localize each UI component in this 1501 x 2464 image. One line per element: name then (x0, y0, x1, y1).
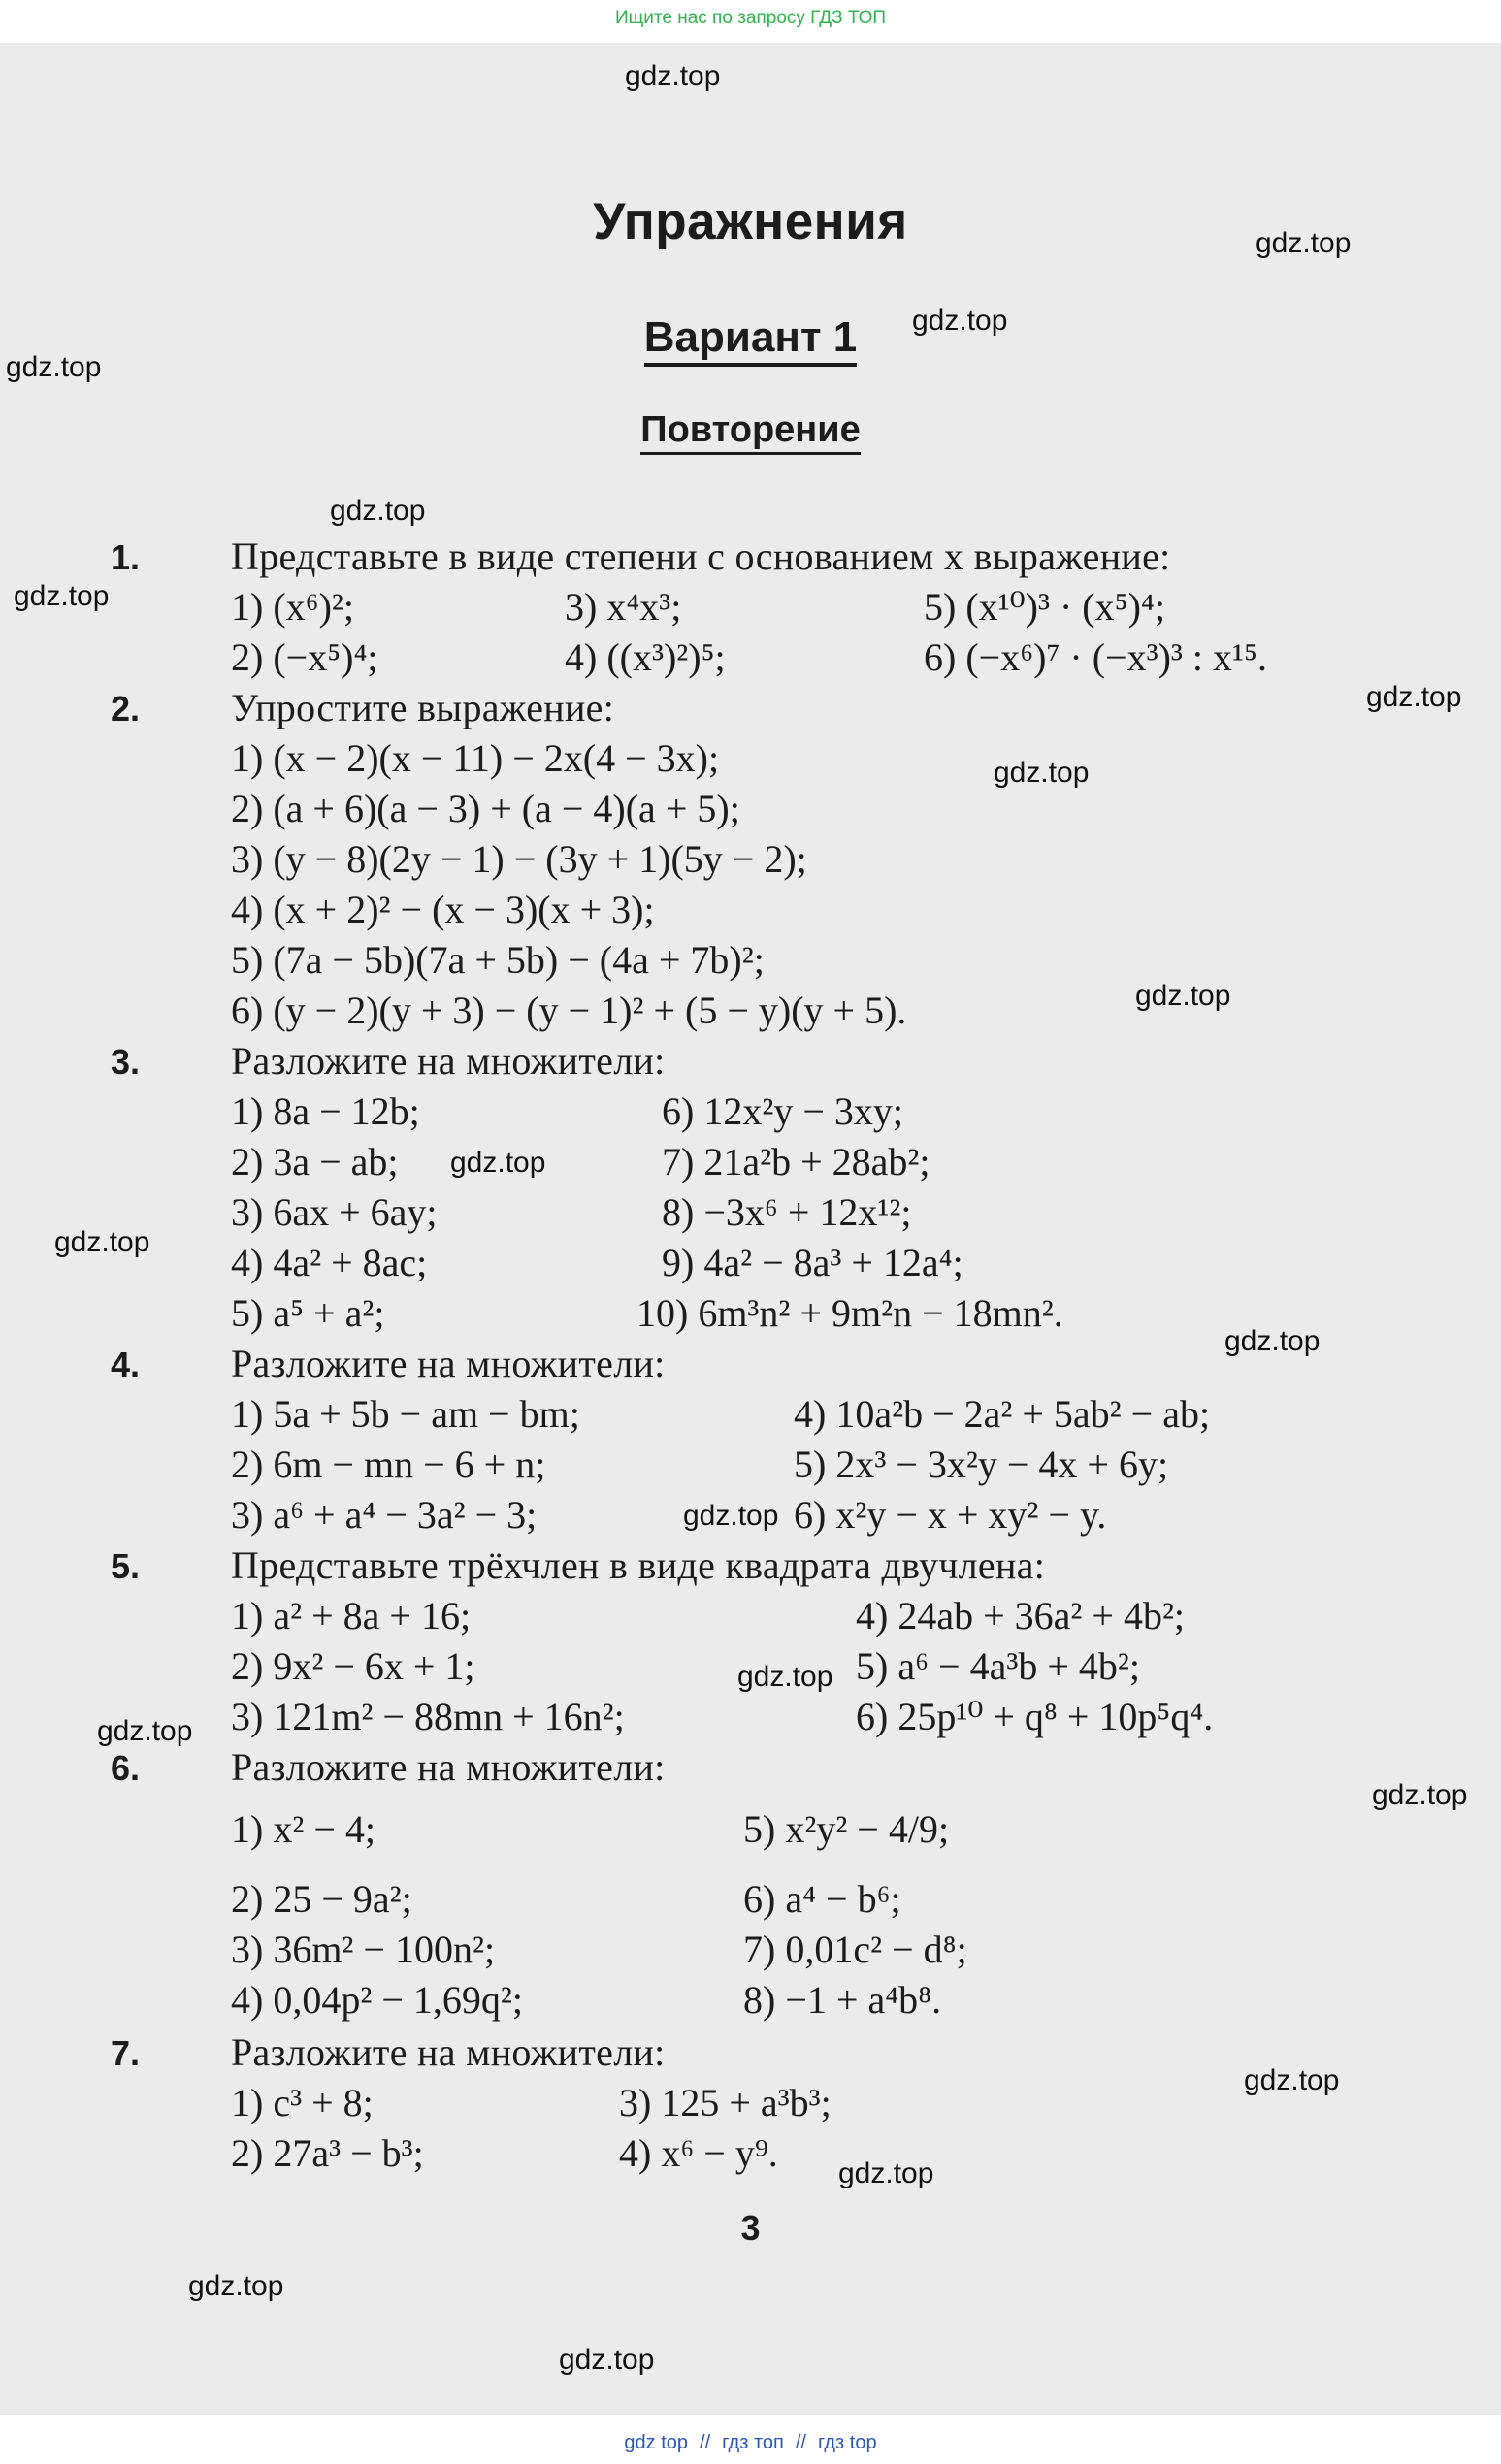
problem-item: 3) x⁴x³; (565, 585, 682, 629)
watermark: gdz.top (97, 1715, 193, 1747)
problem-number: 5. (111, 1546, 141, 1586)
problem-task: Разложите на множители: (231, 2030, 666, 2074)
problem-item: 6) (−x⁶)⁷ · (−x³)³ : x¹⁵. (924, 635, 1267, 679)
problem-item: 6) x²y − x + xy² − y. (794, 1493, 1107, 1537)
bottom-links-bar (0, 2421, 1501, 2464)
watermark: gdz.top (1244, 2064, 1340, 2096)
watermark: gdz.top (1366, 681, 1462, 713)
problem-item: 1) x² − 4; (231, 1807, 375, 1851)
watermark: gdz.top (6, 351, 102, 383)
problem-item: 6) 25p¹⁰ + q⁸ + 10p⁵q⁴. (856, 1695, 1214, 1738)
problem-item: 5) x²y² − 4/9; (743, 1807, 950, 1851)
watermark: gdz.top (450, 1147, 546, 1179)
problem-item: 4) 0,04p² − 1,69q²; (231, 1978, 523, 2022)
problem-task: Представьте в виде степени с основанием x выражение: (231, 535, 1171, 578)
problem-item: 4) 4a² + 8ac; (231, 1241, 428, 1284)
watermark: gdz.top (1372, 1779, 1468, 1811)
problem-item: 5) a⁵ + a²; (231, 1291, 385, 1335)
watermark: gdz.top (838, 2157, 934, 2189)
problem-item: 1) 5a + 5b − am − bm; (231, 1392, 580, 1436)
problem-item: 4) 24ab + 36a² + 4b²; (856, 1594, 1186, 1637)
watermark: gdz.top (14, 580, 110, 612)
bottom-link[interactable]: gdz top (624, 2431, 689, 2453)
problem-number: 2. (111, 689, 141, 729)
problem-task: Разложите на множители: (231, 1342, 666, 1385)
problem-item: 2) (−x⁵)⁴; (231, 635, 378, 679)
bottom-link[interactable]: гдз top (817, 2431, 877, 2453)
problem-number: 3. (111, 1042, 141, 1082)
problem-item: 10) 6m³n² + 9m²n − 18mn². (636, 1291, 1063, 1335)
watermark: gdz.top (330, 495, 426, 527)
problem-item: 3) 125 + a³b³; (619, 2081, 832, 2124)
problem-item: 2) 9x² − 6x + 1; (231, 1644, 475, 1688)
watermark: gdz.top (683, 1500, 779, 1532)
problem-item: 3) a⁶ + a⁴ − 3a² − 3; (231, 1493, 538, 1537)
problem-item: 2) 6m − mn − 6 + n; (231, 1443, 546, 1486)
link-separator: // (795, 2431, 806, 2453)
watermark: gdz.top (188, 2270, 284, 2302)
top-banner[interactable]: Ищите нас по запросу ГДЗ ТОП (614, 8, 887, 28)
link-separator: // (700, 2431, 711, 2453)
problem-number: 7. (111, 2033, 141, 2073)
watermark: gdz.top (1224, 1325, 1321, 1357)
problem-item: 1) 8a − 12b; (231, 1089, 420, 1133)
problem-item: 8) −3x⁶ + 12x¹²; (662, 1190, 912, 1234)
problem-item: 2) 27a³ − b³; (231, 2131, 424, 2175)
problem-item: 3) 6ax + 6ay; (231, 1190, 438, 1234)
problem-item: 5) 2x³ − 3x²y − 4x + 6y; (794, 1443, 1169, 1486)
problem-number: 4. (111, 1345, 141, 1384)
problem-item: 3) 36m² − 100n²; (231, 1928, 496, 1971)
problem-item: 5) (7a − 5b)(7a + 5b) − (4a + 7b)²; (231, 938, 765, 982)
problem-item: 1) c³ + 8; (231, 2081, 374, 2124)
watermark: gdz.top (912, 305, 1008, 337)
watermark: gdz.top (54, 1226, 150, 1258)
watermark: gdz.top (994, 757, 1090, 789)
problem-item: 1) (x − 2)(x − 11) − 2x(4 − 3x); (231, 736, 720, 780)
section-heading (0, 409, 1501, 451)
page-title: Упражнения (593, 193, 908, 250)
problem-item: 6) a⁴ − b⁶; (743, 1877, 901, 1921)
watermark: gdz.top (737, 1661, 833, 1693)
watermark: gdz.top (625, 60, 721, 92)
watermark: gdz.top (559, 2344, 655, 2376)
problem-item: 4) ((x³)²)⁵; (565, 635, 726, 679)
page-number: 3 (740, 2208, 761, 2248)
problem-item: 1) a² + 8a + 16; (231, 1594, 472, 1637)
problem-task: Разложите на множители: (231, 1745, 666, 1789)
problem-item: 3) (y − 8)(2y − 1) − (3y + 1)(5y − 2); (231, 837, 807, 881)
section-label: Повторение (640, 409, 861, 455)
problem-item: 2) 25 − 9a²; (231, 1877, 412, 1921)
problem-item: 8) −1 + a⁴b⁸. (743, 1978, 942, 2022)
watermark: gdz.top (1135, 980, 1231, 1012)
problem-item: 7) 21a²b + 28ab²; (662, 1140, 930, 1183)
problem-item: 4) x⁶ − y⁹. (619, 2131, 778, 2175)
problem-item: 6) 12x²y − 3xy; (662, 1089, 903, 1133)
problem-item: 5) a⁶ − 4a³b + 4b²; (856, 1644, 1140, 1688)
problem-number: 1. (111, 537, 141, 577)
problem-item: 9) 4a² − 8a³ + 12a⁴; (662, 1241, 963, 1284)
problem-item: 6) (y − 2)(y + 3) − (y − 1)² + (5 − y)(y + 5). (231, 989, 907, 1032)
problem-item: 3) 121m² − 88mn + 16n²; (231, 1695, 625, 1738)
problem-task: Упростите выражение: (231, 686, 615, 729)
problem-number: 6. (111, 1748, 141, 1788)
problem-item: 1) (x⁶)²; (231, 585, 355, 629)
problem-task: Разложите на множители: (231, 1039, 666, 1083)
bottom-link[interactable]: гдз топ (722, 2431, 784, 2453)
problem-item: 2) (a + 6)(a − 3) + (a − 4)(a + 5); (231, 787, 740, 830)
variant-heading (0, 313, 1501, 362)
problem-task: Представьте трёхчлен в виде квадрата двучлена: (231, 1543, 1046, 1587)
problem-item: 2) 3a − ab; (231, 1140, 399, 1183)
watermark: gdz.top (1256, 227, 1352, 259)
problem-item: 4) (x + 2)² − (x − 3)(x + 3); (231, 888, 655, 931)
problem-item: 5) (x¹⁰)³ · (x⁵)⁴; (924, 585, 1165, 629)
problem-item: 4) 10a²b − 2a² + 5ab² − ab; (794, 1392, 1211, 1436)
problem-item: 7) 0,01c² − d⁸; (743, 1928, 967, 1971)
variant-label: Вариант 1 (644, 313, 857, 367)
